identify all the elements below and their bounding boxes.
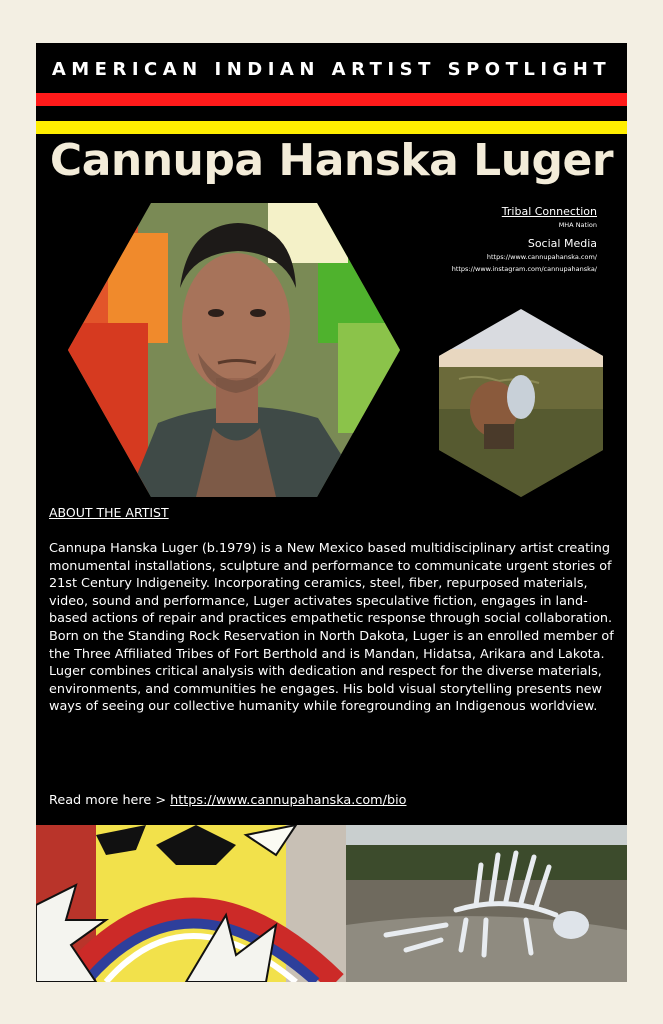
field-performance-photo [439,309,603,497]
social-media-heading: Social Media [527,237,597,250]
poster-kicker: AMERICAN INDIAN ARTIST SPOTLIGHT [51,59,612,80]
artist-spotlight-poster [36,43,627,982]
artwork-sculpture-photo [346,825,627,982]
artist-portrait-photo [68,203,400,497]
tribal-connection-heading: Tribal Connection [501,205,597,218]
red-stripe [36,93,627,106]
read-more-label: Read more here > [49,793,167,808]
bio-link[interactable]: https://www.cannupahanska.com/bio [170,793,407,808]
artwork-painting-image [36,825,346,982]
artist-name-title: Cannupa Hanska Luger [49,135,614,186]
website-link[interactable]: https://www.cannupahanska.com/ [486,253,597,261]
artist-bio: Cannupa Hanska Luger (b.1979) is a New Mexico based multidisciplinary artist creating monumental installations, sculpture and performance to communicate urgent stories of 21st Century Indigeneity. Incorporating ceramics, steel, fiber, repurposed materials, video, sound and performance, Luger activates speculative fiction, engages in land-based actions of repair and practices empathetic response through social collaboration. Born on the Standing Rock Reservation in North Dakota, Luger is an enrolled member of the Three Affiliated Tribes of Fort Berthold and is Mandan, Hidatsa, Arikara and Lakota. Luger combines critical analysis with dedication and respect for the diverse materials, environments, and communities he engages. His bold visual storytelling presents new ways of seeing our collective humanity while foregrounding an Indigenous worldview. [49,541,614,715]
yellow-stripe [36,121,627,134]
tribal-connection-value: MHA Nation [558,221,597,229]
read-more-line [49,793,406,808]
about-heading: ABOUT THE ARTIST [49,505,169,520]
instagram-link[interactable]: https://www.instagram.com/cannupahanska/ [451,265,597,273]
artist-info-block [452,205,597,275]
